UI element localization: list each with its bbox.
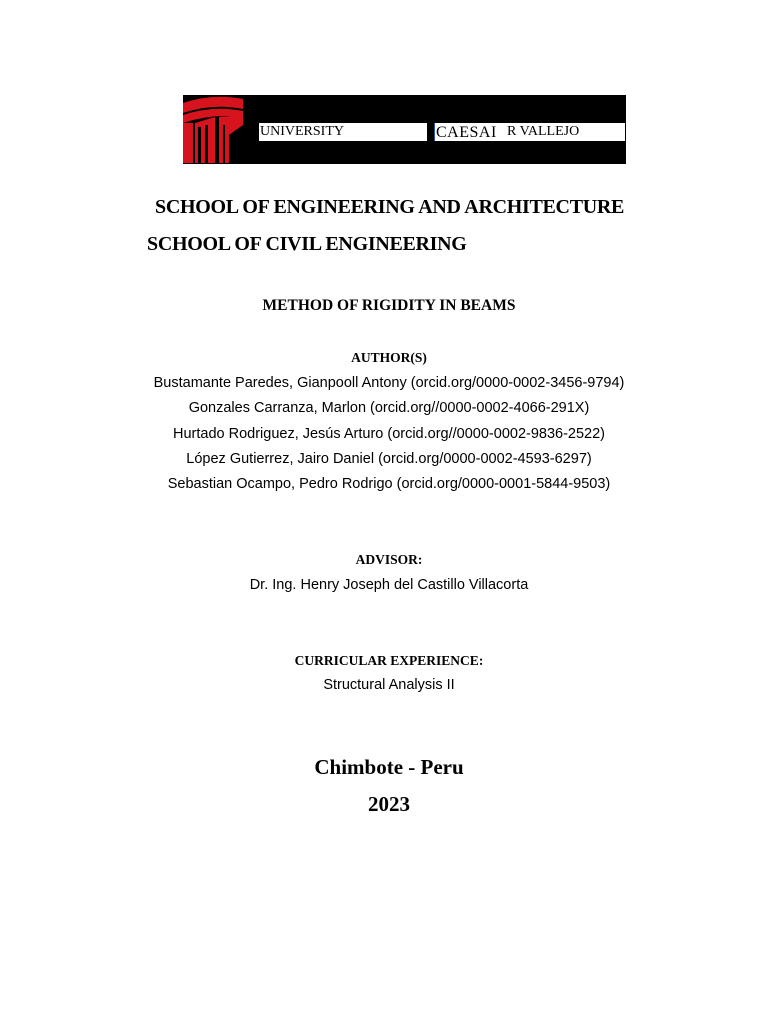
logo-university-text: UNIVERSITY [260, 124, 344, 139]
school-civil-engineering-heading: SCHOOL OF CIVIL ENGINEERING [147, 233, 467, 255]
curricular-experience-label: CURRICULAR EXPERIENCE: [294, 653, 484, 668]
logo-name-text-part1: CAESAI [436, 124, 497, 141]
author-item: López Gutierrez, Jairo Daniel (orcid.org/0000-0002-4593-6297) [186, 451, 592, 467]
author-item: Hurtado Rodriguez, Jesús Arturo (orcid.org//0000-0002-9836-2522) [172, 426, 606, 442]
school-engineering-architecture-heading: SCHOOL OF ENGINEERING AND ARCHITECTURE [155, 196, 625, 218]
author-item: Sebastian Ocampo, Pedro Rodrigo (orcid.org/0000-0001-5844-9503) [167, 476, 611, 492]
document-title: METHOD OF RIGIDITY IN BEAMS [262, 297, 516, 314]
year: 2023 [368, 792, 410, 816]
logo-university-label [259, 123, 427, 141]
logo-divider [434, 123, 435, 141]
author-item: Bustamante Paredes, Gianpooll Antony (orcid.org/0000-0002-3456-9794) [153, 375, 625, 391]
university-crest-icon [183, 95, 245, 164]
advisor-name: Dr. Ing. Henry Joseph del Castillo Villacorta [249, 577, 529, 593]
authors-label: AUTHOR(S) [351, 350, 427, 365]
university-logo-banner [183, 95, 626, 164]
logo-name-label [434, 123, 625, 141]
advisor-label: ADVISOR: [355, 552, 423, 567]
logo-name-text-part2: R VALLEJO [507, 124, 580, 139]
location: Chimbote - Peru [314, 755, 464, 779]
curricular-experience-value: Structural Analysis II [323, 677, 455, 693]
author-item: Gonzales Carranza, Marlon (orcid.org//0000-0002-4066-291X) [188, 400, 590, 416]
